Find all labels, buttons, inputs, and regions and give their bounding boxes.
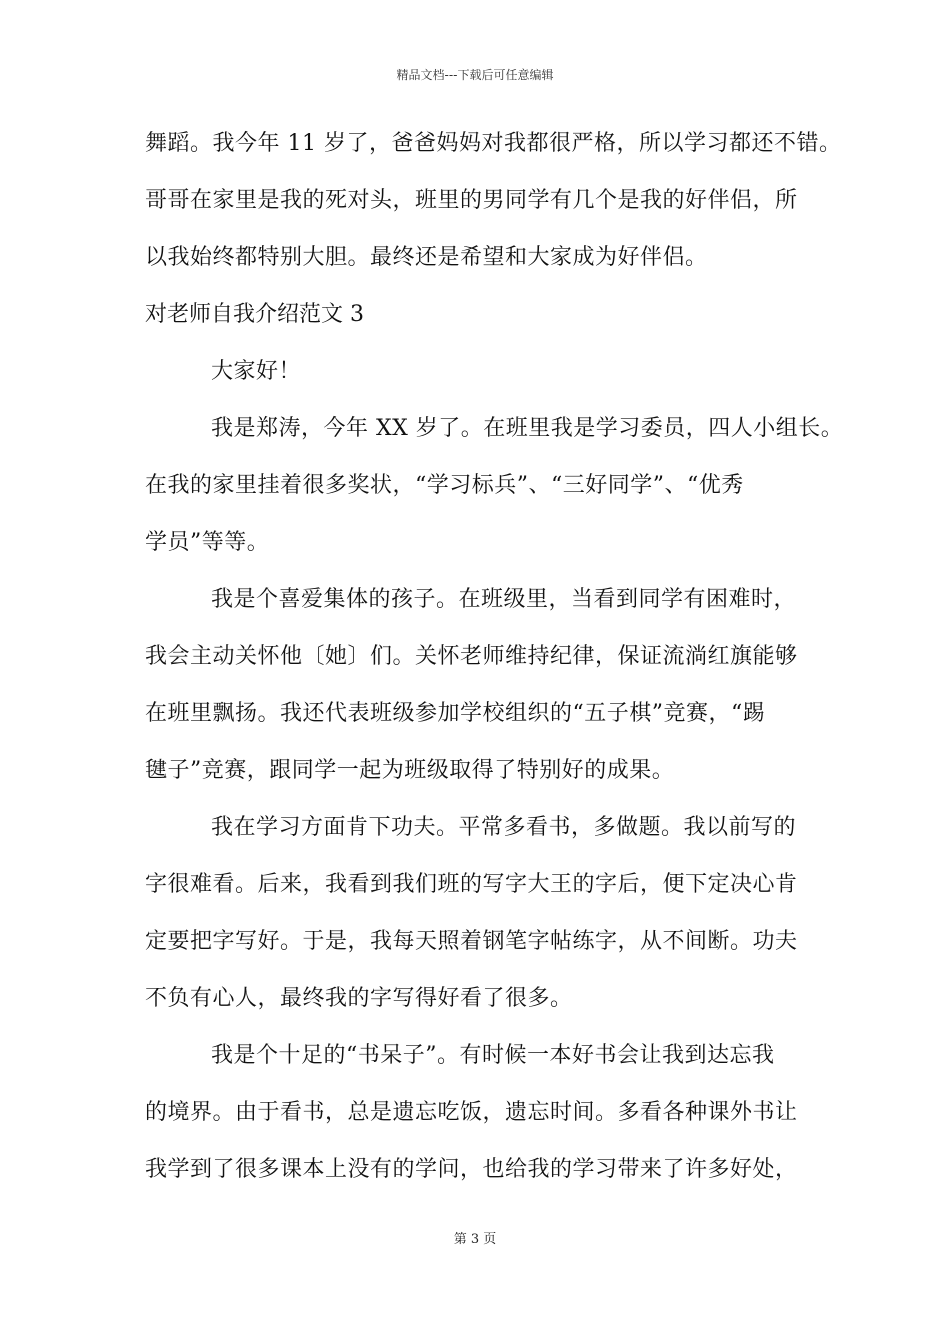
page-header: 精品文档---下载后可任意编辑 <box>396 68 554 82</box>
paragraph-start: 我是个喜爱集体的孩子。在班级里，当看到同学有困难时， <box>211 587 797 612</box>
body-line: 定要把字写好。于是，我每天照着钢笔字帖练字，从不间断。功夫 <box>145 929 798 954</box>
body-line: 毽子”竞赛，跟同学一起为班级取得了特别好的成果。 <box>145 758 675 783</box>
body-line: 的境界。由于看书，总是遗忘吃饭，遗忘时间。多看各种课外书让 <box>145 1100 798 1125</box>
body-line: 我学到了很多课本上没有的学问，也给我的学习带来了许多好处， <box>145 1157 798 1182</box>
body-line: 在班里飘扬。我还代表班级参加学校组织的“五子棋”竞赛，“踢 <box>145 701 766 726</box>
body-line: 字很难看。后来，我看到我们班的写字大王的字后，便下定决心肯 <box>145 872 798 897</box>
body-line: 舞蹈。我今年 11 岁了，爸爸妈妈对我都很严格，所以学习都还不错。 <box>145 131 842 156</box>
paragraph-start: 我是郑涛，今年 XX 岁了。在班里我是学习委员，四人小组长。 <box>211 416 844 441</box>
body-line: 学员”等等。 <box>145 530 270 555</box>
body-line: 不负有心人，最终我的字写得好看了很多。 <box>145 986 573 1011</box>
body-line: 哥哥在家里是我的死对头，班里的男同学有几个是我的好伴侣，所 <box>145 188 798 213</box>
body-line: 在我的家里挂着很多奖状，“学习标兵”、“三好同学”、“优秀 <box>145 473 744 498</box>
greeting-line: 大家好！ <box>211 359 302 384</box>
page-number: 第 3 页 <box>453 1232 497 1247</box>
paragraph-start: 我在学习方面肯下功夫。平常多看书，多做题。我以前写的 <box>211 815 797 840</box>
paragraph-start: 我是个十足的“书呆子”。有时候一本好书会让我到达忘我 <box>211 1043 775 1068</box>
section-heading: 对老师自我介绍范文 3 <box>145 302 364 327</box>
body-line: 以我始终都特别大胆。最终还是希望和大家成为好伴侣。 <box>145 245 708 270</box>
document-body <box>145 130 844 1213</box>
body-line: 我会主动关怀他〔她〕们。关怀老师维持纪律，保证流淌红旗能够 <box>145 644 798 669</box>
